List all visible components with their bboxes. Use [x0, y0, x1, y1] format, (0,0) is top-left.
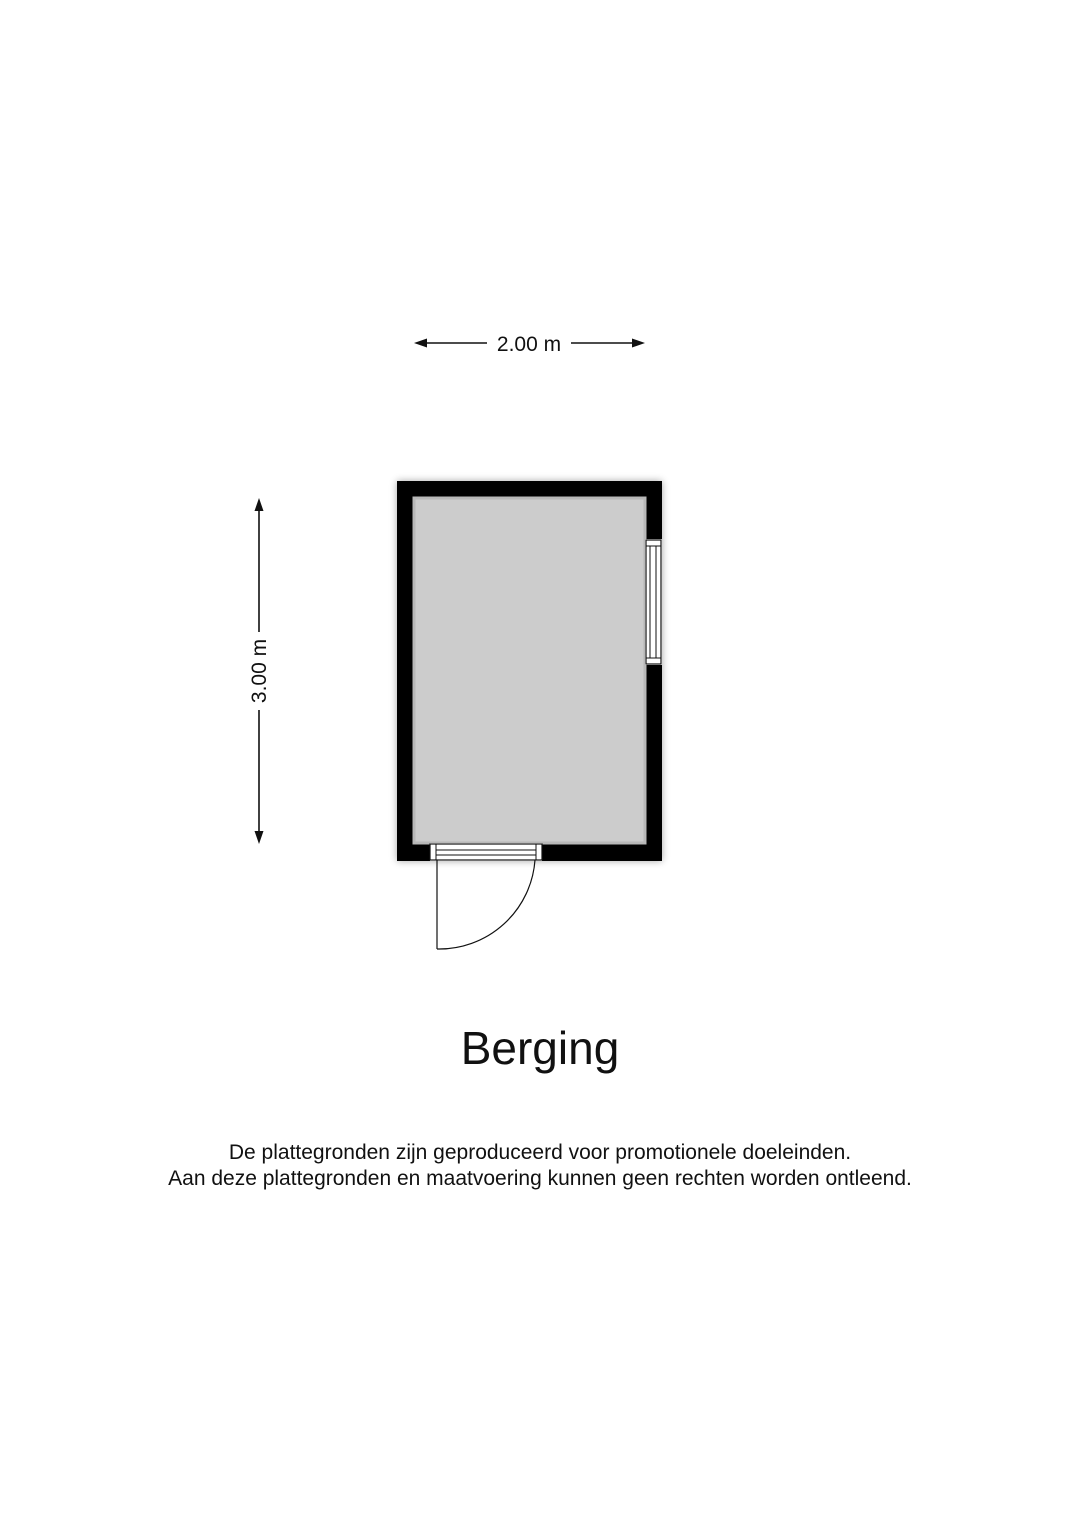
disclaimer-line-1: De plattegronden zijn geproduceerd voor promotionele doeleinden. — [228, 1141, 852, 1164]
door-swing-arc — [437, 860, 535, 949]
arrow-up-icon — [255, 498, 264, 511]
disclaimer-line-2: Aan deze plattegronden en maatvoering kunnen geen rechten worden ontleend. — [168, 1167, 912, 1190]
height-dimension-label: 3.00 m — [248, 638, 271, 704]
width-dimension — [414, 333, 645, 356]
height-dimension — [248, 498, 271, 844]
door-symbol-icon — [430, 843, 542, 949]
width-dimension-label: 2.00 m — [496, 333, 562, 356]
room-berging — [397, 481, 662, 861]
room-floor — [414, 498, 645, 843]
window-symbol-icon — [645, 539, 662, 665]
floor-title: Berging — [460, 1022, 620, 1074]
arrow-right-icon — [632, 339, 645, 348]
arrow-left-icon — [414, 339, 427, 348]
arrow-down-icon — [255, 831, 264, 844]
